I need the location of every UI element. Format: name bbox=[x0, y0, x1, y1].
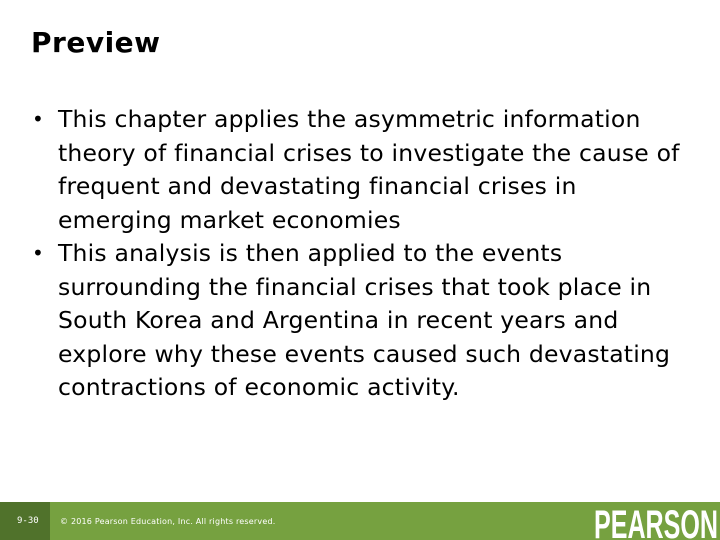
bullet-icon: • bbox=[32, 107, 44, 131]
bullet-item bbox=[30, 103, 690, 237]
bullet-text: This chapter applies the asymmetric information theory of financial crises to investigate the cause of frequent and devastating financial crises in emerging market economies bbox=[58, 105, 680, 234]
footer-bar bbox=[0, 502, 720, 540]
copyright-notice: © 2016 Pearson Education, Inc. All rights reserved. bbox=[60, 517, 276, 526]
bullet-list bbox=[30, 103, 690, 405]
pearson-logo-text: PEARSON bbox=[594, 503, 718, 540]
bullet-text: This analysis is then applied to the events surrounding the financial crises that took place in South Korea and Argentina in recent years and explore why these events caused such devastating contractions of economic activity. bbox=[58, 239, 671, 401]
footer-number-block bbox=[0, 502, 50, 540]
bullet-item bbox=[30, 237, 690, 405]
pearson-logo bbox=[590, 502, 720, 540]
slide-title: Preview bbox=[31, 26, 161, 59]
slide-number: 9-30 bbox=[17, 516, 39, 526]
bullet-icon: • bbox=[32, 241, 44, 265]
